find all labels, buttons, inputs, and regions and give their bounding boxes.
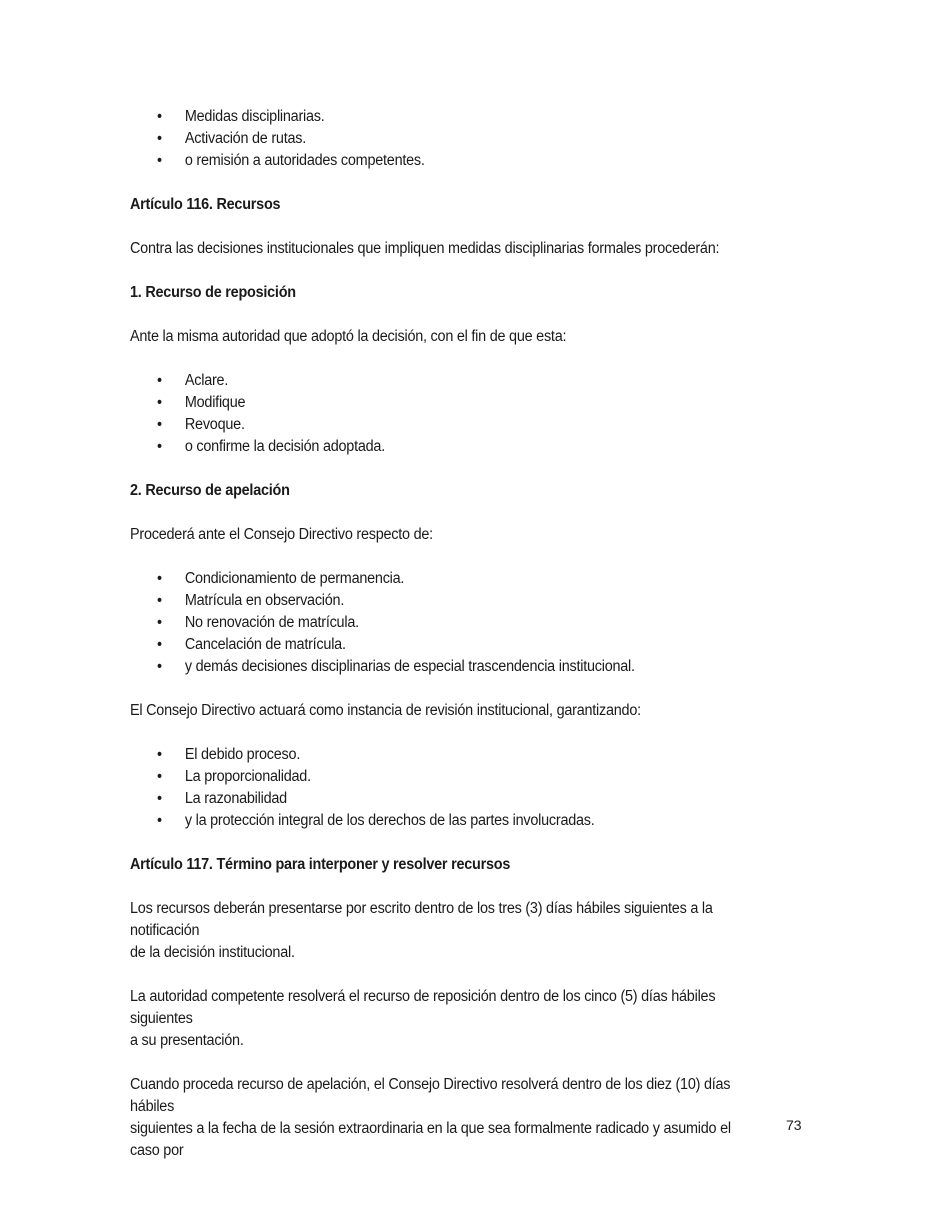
bullet-icon: • [156, 372, 162, 389]
list-item [130, 106, 762, 128]
list-item [130, 392, 762, 414]
bullet-icon: • [156, 768, 162, 785]
list-item [130, 590, 762, 612]
apelacion-intro: Procederá ante el Consejo Directivo respecto de: [130, 526, 433, 543]
reposicion-list [130, 370, 762, 458]
garantias-list [130, 744, 762, 832]
apelacion-heading: 2. Recurso de apelación [130, 482, 290, 499]
list-item [130, 788, 762, 810]
bullet-icon: • [156, 438, 162, 455]
article-117-heading: Artículo 117. Término para interponer y resolver recursos [130, 856, 511, 873]
list-item [130, 370, 762, 392]
list-item-text: o remisión a autoridades competentes. [184, 152, 425, 169]
bullet-icon: • [156, 592, 162, 609]
list-item-text: Modifique [184, 394, 246, 411]
paragraph-line: a su presentación. [130, 1032, 244, 1049]
list-item [130, 150, 762, 172]
apelacion-list [130, 568, 762, 678]
bullet-icon: • [156, 108, 162, 125]
paragraph-line: Los recursos deberán presentarse por escrito dentro de los tres (3) días hábiles siguientes a la notificación [130, 900, 713, 939]
list-item-text: Matrícula en observación. [184, 592, 345, 609]
list-item-text: La proporcionalidad. [184, 768, 311, 785]
bullet-icon: • [156, 636, 162, 653]
list-item [130, 414, 762, 436]
list-item-text: y demás decisiones disciplinarias de especial trascendencia institucional. [184, 658, 635, 675]
bullet-icon: • [156, 614, 162, 631]
bullet-icon: • [156, 812, 162, 829]
list-item [130, 634, 762, 656]
list-item-text: El debido proceso. [184, 746, 301, 763]
article-116-heading: Artículo 116. Recursos [130, 196, 281, 213]
article-117-paragraph-2 [130, 986, 762, 1052]
paragraph-line: de la decisión institucional. [130, 944, 295, 961]
paragraph-line: Cuando proceda recurso de apelación, el Consejo Directivo resolverá dentro de los diez (10) días hábiles [130, 1076, 731, 1115]
list-item [130, 656, 762, 678]
bullet-icon: • [156, 570, 162, 587]
bullet-icon: • [156, 416, 162, 433]
consequences-list [130, 106, 762, 172]
list-item [130, 766, 762, 788]
bullet-icon: • [156, 130, 162, 147]
article-117-paragraph-1 [130, 898, 762, 964]
list-item-text: o confirme la decisión adoptada. [184, 438, 385, 455]
list-item-text: Aclare. [184, 372, 229, 389]
bullet-icon: • [156, 394, 162, 411]
page-number: 73 [786, 1117, 802, 1133]
bullet-icon: • [156, 790, 162, 807]
paragraph-line: La autoridad competente resolverá el recurso de reposición dentro de los cinco (5) días hábiles siguientes [130, 988, 716, 1027]
paragraph-line: siguientes a la fecha de la sesión extraordinaria en la que sea formalmente radicado y asumido el caso por [130, 1120, 731, 1159]
list-item-text: Cancelación de matrícula. [184, 636, 346, 653]
page-content [130, 106, 762, 1162]
list-item [130, 436, 762, 458]
consejo-intro: El Consejo Directivo actuará como instancia de revisión institucional, garantizando: [130, 702, 641, 719]
list-item-text: Medidas disciplinarias. [184, 108, 325, 125]
list-item [130, 612, 762, 634]
article-117-paragraph-3 [130, 1074, 762, 1162]
article-116-intro: Contra las decisiones institucionales que impliquen medidas disciplinarias formales procederán: [130, 240, 720, 257]
list-item [130, 128, 762, 150]
list-item-text: Revoque. [184, 416, 245, 433]
list-item [130, 568, 762, 590]
reposicion-heading: 1. Recurso de reposición [130, 284, 296, 301]
list-item-text: Activación de rutas. [184, 130, 307, 147]
list-item-text: La razonabilidad [184, 790, 287, 807]
bullet-icon: • [156, 746, 162, 763]
reposicion-intro: Ante la misma autoridad que adoptó la decisión, con el fin de que esta: [130, 328, 567, 345]
list-item [130, 744, 762, 766]
list-item-text: Condicionamiento de permanencia. [184, 570, 405, 587]
bullet-icon: • [156, 152, 162, 169]
list-item-text: y la protección integral de los derechos de las partes involucradas. [184, 812, 595, 829]
list-item-text: No renovación de matrícula. [184, 614, 359, 631]
bullet-icon: • [156, 658, 162, 675]
list-item [130, 810, 762, 832]
